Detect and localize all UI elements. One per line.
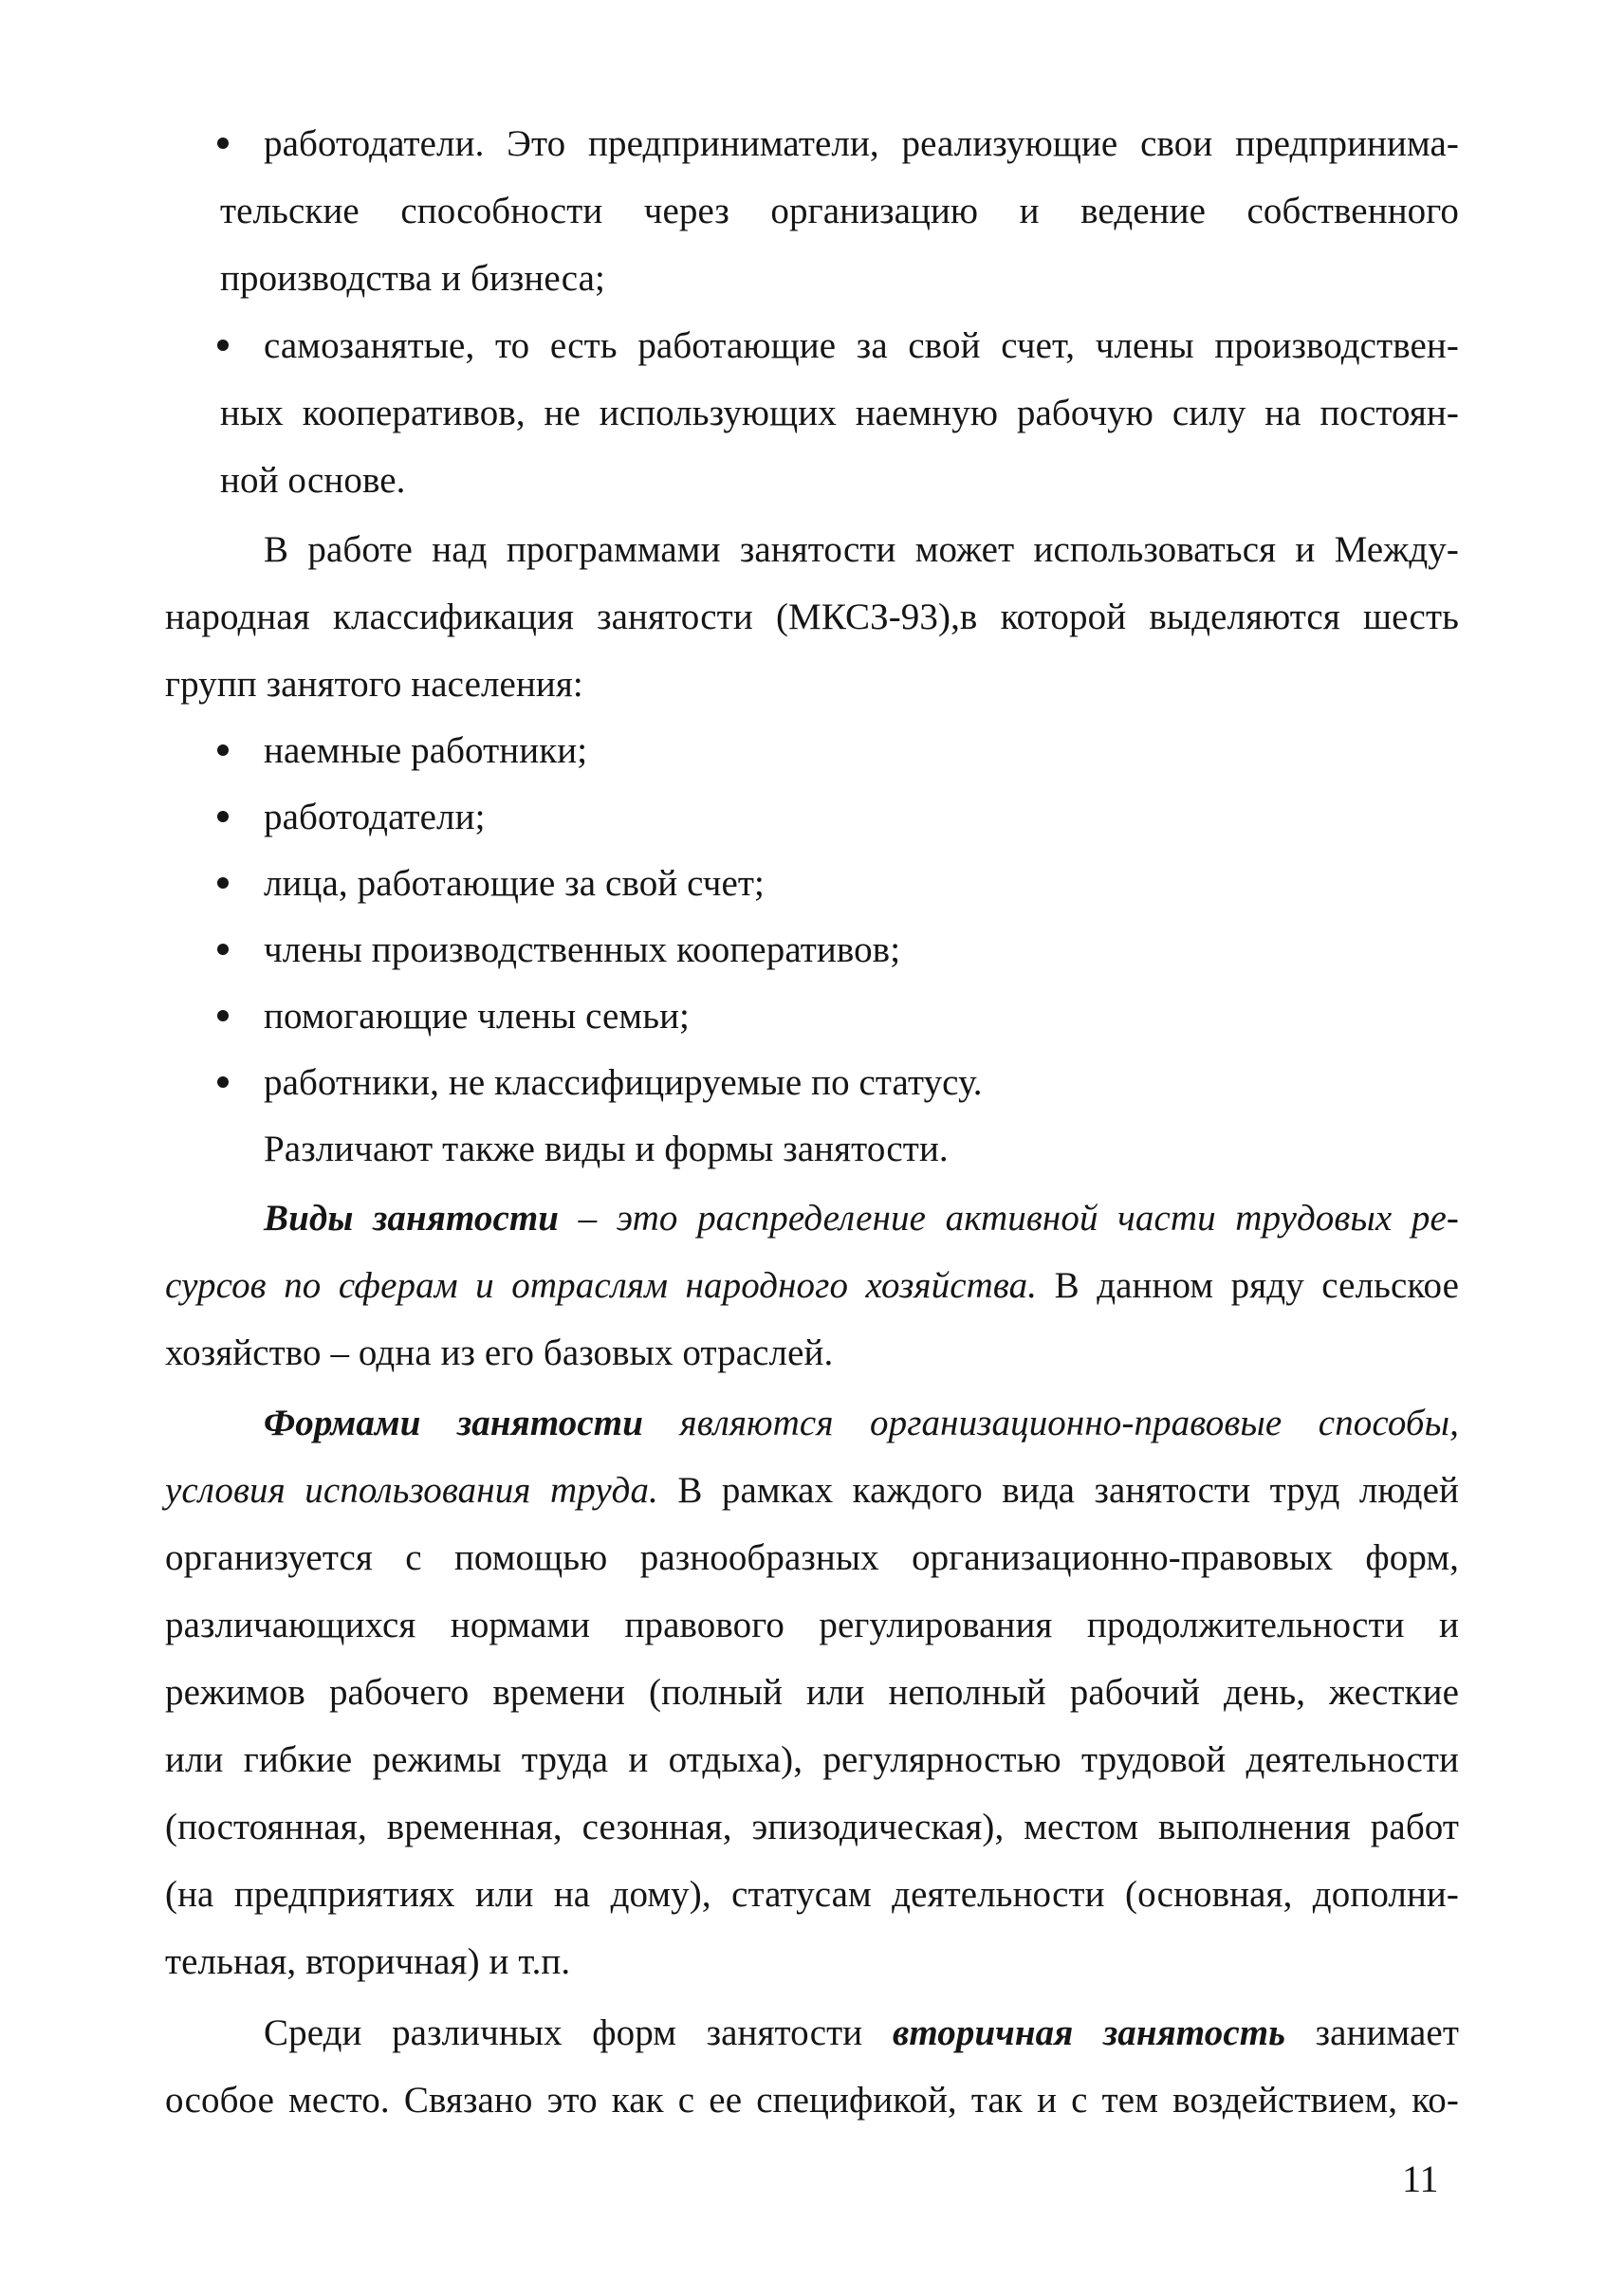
list-item-text: наемные работники; (264, 730, 588, 771)
paragraph-text: народная классификация занятости (МКСЗ-93),в которой выделяются шесть (165, 597, 1459, 637)
page-number: 11 (1402, 2158, 1439, 2200)
term-formy: Формами занятости (264, 1403, 644, 1443)
list-item-text: самозанятые, то есть работающие за свой счет, члены производствен- (264, 325, 1459, 366)
text-line (0, 376, 1624, 451)
text-line (0, 1924, 1624, 2000)
text-line (0, 1181, 1624, 1257)
paragraph-text: хозяйство – одна из его базовых отраслей. (165, 1332, 834, 1373)
paragraph-line (264, 1995, 1459, 2071)
bullet-icon (217, 106, 231, 182)
text-line (0, 912, 1624, 988)
definition-line (264, 1386, 1459, 1461)
paragraph-text: групп занятого населения: (165, 664, 583, 705)
bullet-icon (217, 846, 231, 922)
paragraph-text: В рамках каждого вида занятости труд людей (657, 1470, 1459, 1511)
text-line (0, 1995, 1624, 2071)
text-line (0, 1588, 1624, 1663)
text-line (0, 1790, 1624, 1865)
term-vtorichnaya: вторичная занятость (892, 2012, 1286, 2053)
text-line (0, 1655, 1624, 1731)
text-line (0, 780, 1624, 855)
text-line (0, 241, 1624, 317)
paragraph-text: занимает (1285, 2012, 1459, 2053)
text-line (0, 713, 1624, 789)
paragraph-text: (постоянная, временная, сезонная, эпизодическая), местом выполнения работ (165, 1807, 1459, 1847)
text-line (0, 512, 1624, 588)
list-item-text: работники, не классифицируемые по статусу. (264, 1062, 983, 1103)
list-item-text: работодатели; (264, 797, 486, 837)
list-item-text: ной основе. (220, 460, 406, 501)
text-line (0, 308, 1624, 384)
definition-text: являются организационно-правовые способы, (643, 1403, 1460, 1443)
text-line (0, 846, 1624, 922)
text-line (0, 174, 1624, 249)
text-line (0, 106, 1624, 182)
bullet-icon (217, 912, 231, 988)
paragraph-text: или гибкие режимы труда и отдыха), регулярностью трудовой деятельности (165, 1739, 1459, 1780)
list-item-text: производства и бизнеса; (220, 258, 605, 299)
list-item-text: ных кооперативов, не использующих наемную рабочую силу на постоян- (220, 393, 1459, 433)
text-line (0, 2063, 1624, 2139)
text-line (0, 1315, 1624, 1391)
text-line (0, 1111, 1624, 1187)
list-item-text: лица, работающие за свой счет; (264, 863, 765, 904)
term-vidy: Виды занятости (264, 1198, 560, 1239)
text-line (0, 579, 1624, 655)
definition-text: условия использования труда. (165, 1470, 658, 1511)
paragraph-text: (на предприятиях или на дому), статусам деятельности (основная, дополни- (165, 1874, 1459, 1915)
list-item-text: тельские способности через организацию и ведение собственного (220, 191, 1459, 231)
text-line (0, 443, 1624, 519)
text-line (0, 1722, 1624, 1798)
paragraph-text: особое место. Связано это как с ее спецификой, так и с тем воздействием, ко- (165, 2080, 1459, 2121)
paragraph-text: различающихся нормами правового регулирования продолжительности и (165, 1605, 1459, 1645)
paragraph-text: режимов рабочего времени (полный или неполный рабочий день, жесткие (165, 1672, 1459, 1713)
bullet-icon (217, 979, 231, 1055)
text-line (0, 1045, 1624, 1121)
paragraph-text: В работе над программами занятости может использоваться и Между- (264, 529, 1459, 570)
text-line (0, 1386, 1624, 1461)
text-line (0, 979, 1624, 1055)
definition-text: сурсов по сферам и отраслям народного хозяйства. (165, 1265, 1038, 1306)
text-line (0, 1248, 1624, 1324)
text-line (0, 1857, 1624, 1933)
definition-line (165, 1453, 1459, 1529)
paragraph-text: Различают также виды и формы занятости. (264, 1129, 949, 1169)
bullet-icon (217, 1045, 231, 1121)
text-line (0, 647, 1624, 723)
text-line (0, 1520, 1624, 1596)
bullet-icon (217, 713, 231, 789)
bullet-icon (217, 780, 231, 855)
paragraph-text: организуется с помощью разнообразных организационно-правовых форм, (165, 1537, 1459, 1578)
text-line (0, 1453, 1624, 1529)
list-item-text: члены производственных кооперативов; (264, 929, 901, 970)
definition-line (264, 1181, 1459, 1257)
list-item-text: работодатели. Это предприниматели, реализующие свои предпринима- (264, 123, 1459, 164)
list-item-text: помогающие члены семьи; (264, 996, 690, 1037)
paragraph-text: тельная, вторичная) и т.п. (165, 1941, 571, 1982)
bullet-icon (217, 308, 231, 384)
definition-text: – это распределение активной части трудовых ре- (559, 1198, 1460, 1239)
definition-line (165, 1248, 1459, 1324)
paragraph-text: Среди различных форм занятости (264, 2012, 893, 2053)
paragraph-text: В данном ряду сельское (1037, 1265, 1459, 1306)
